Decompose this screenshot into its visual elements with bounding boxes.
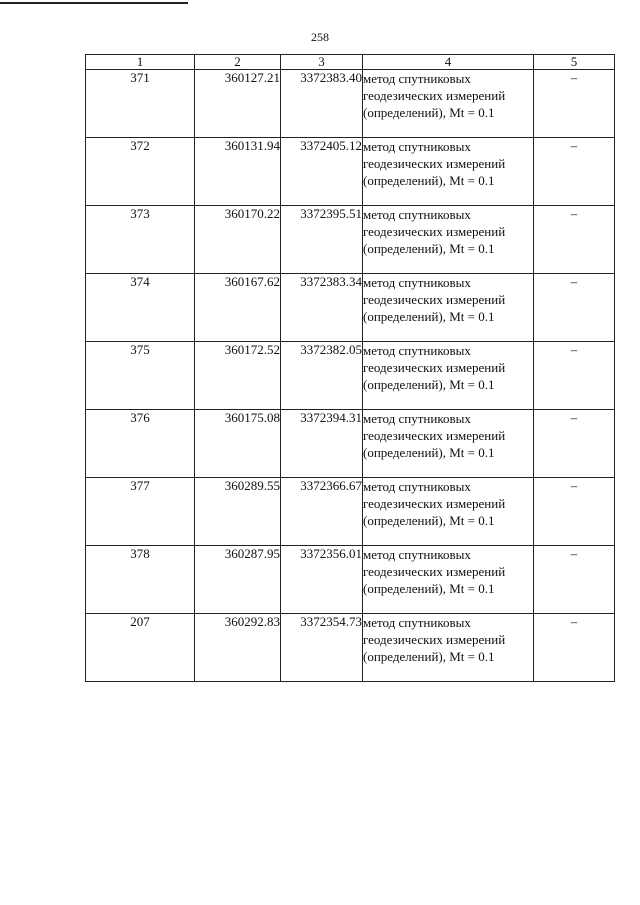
point-number-cell: 371 bbox=[86, 70, 195, 138]
top-rule bbox=[0, 2, 188, 4]
point-number-cell: 372 bbox=[86, 138, 195, 206]
point-number-cell: 375 bbox=[86, 342, 195, 410]
table-row bbox=[86, 478, 615, 546]
method-cell: метод спутниковых геодезических измерений (определений), Mt = 0.1 bbox=[363, 342, 534, 410]
coordinate-y-cell: 3372356.01 bbox=[281, 546, 363, 614]
table-row bbox=[86, 546, 615, 614]
table-row bbox=[86, 342, 615, 410]
note-cell: – bbox=[534, 410, 615, 478]
note-cell: – bbox=[534, 342, 615, 410]
note-cell: – bbox=[534, 206, 615, 274]
point-number-cell: 376 bbox=[86, 410, 195, 478]
point-number-cell: 207 bbox=[86, 614, 195, 682]
method-cell: метод спутниковых геодезических измерений (определений), Mt = 0.1 bbox=[363, 274, 534, 342]
table-row bbox=[86, 70, 615, 138]
coordinate-y-cell: 3372354.73 bbox=[281, 614, 363, 682]
note-cell: – bbox=[534, 478, 615, 546]
table-row bbox=[86, 206, 615, 274]
coordinate-y-cell: 3372405.12 bbox=[281, 138, 363, 206]
page-number: 258 bbox=[311, 30, 329, 44]
note-cell: – bbox=[534, 70, 615, 138]
coordinate-y-cell: 3372383.34 bbox=[281, 274, 363, 342]
note-cell: – bbox=[534, 614, 615, 682]
coordinate-x-cell: 360127.21 bbox=[195, 70, 281, 138]
coordinate-x-cell: 360172.52 bbox=[195, 342, 281, 410]
table-row bbox=[86, 410, 615, 478]
coordinate-y-cell: 3372395.51 bbox=[281, 206, 363, 274]
coordinate-x-cell: 360292.83 bbox=[195, 614, 281, 682]
point-number-cell: 373 bbox=[86, 206, 195, 274]
coordinate-x-cell: 360175.08 bbox=[195, 410, 281, 478]
coordinate-y-cell: 3372382.05 bbox=[281, 342, 363, 410]
table-header-row bbox=[86, 55, 615, 70]
method-cell: метод спутниковых геодезических измерений (определений), Mt = 0.1 bbox=[363, 614, 534, 682]
method-cell: метод спутниковых геодезических измерений (определений), Mt = 0.1 bbox=[363, 478, 534, 546]
point-number-cell: 377 bbox=[86, 478, 195, 546]
coordinates-table bbox=[85, 54, 615, 682]
note-cell: – bbox=[534, 546, 615, 614]
method-cell: метод спутниковых геодезических измерений (определений), Mt = 0.1 bbox=[363, 410, 534, 478]
coordinate-x-cell: 360170.22 bbox=[195, 206, 281, 274]
method-cell: метод спутниковых геодезических измерений (определений), Mt = 0.1 bbox=[363, 70, 534, 138]
coordinate-x-cell: 360167.62 bbox=[195, 274, 281, 342]
column-header-1: 1 bbox=[86, 55, 195, 70]
coordinate-y-cell: 3372394.31 bbox=[281, 410, 363, 478]
coordinate-x-cell: 360287.95 bbox=[195, 546, 281, 614]
coordinate-y-cell: 3372383.40 bbox=[281, 70, 363, 138]
method-cell: метод спутниковых геодезических измерений (определений), Mt = 0.1 bbox=[363, 206, 534, 274]
column-header-5: 5 bbox=[534, 55, 615, 70]
note-cell: – bbox=[534, 138, 615, 206]
table-row bbox=[86, 274, 615, 342]
point-number-cell: 378 bbox=[86, 546, 195, 614]
coordinate-x-cell: 360131.94 bbox=[195, 138, 281, 206]
method-cell: метод спутниковых геодезических измерений (определений), Mt = 0.1 bbox=[363, 138, 534, 206]
table-body bbox=[86, 70, 615, 682]
method-cell: метод спутниковых геодезических измерений (определений), Mt = 0.1 bbox=[363, 546, 534, 614]
table-row bbox=[86, 614, 615, 682]
point-number-cell: 374 bbox=[86, 274, 195, 342]
column-header-4: 4 bbox=[363, 55, 534, 70]
coordinate-y-cell: 3372366.67 bbox=[281, 478, 363, 546]
column-header-2: 2 bbox=[195, 55, 281, 70]
note-cell: – bbox=[534, 274, 615, 342]
column-header-3: 3 bbox=[281, 55, 363, 70]
table-row bbox=[86, 138, 615, 206]
coordinate-x-cell: 360289.55 bbox=[195, 478, 281, 546]
